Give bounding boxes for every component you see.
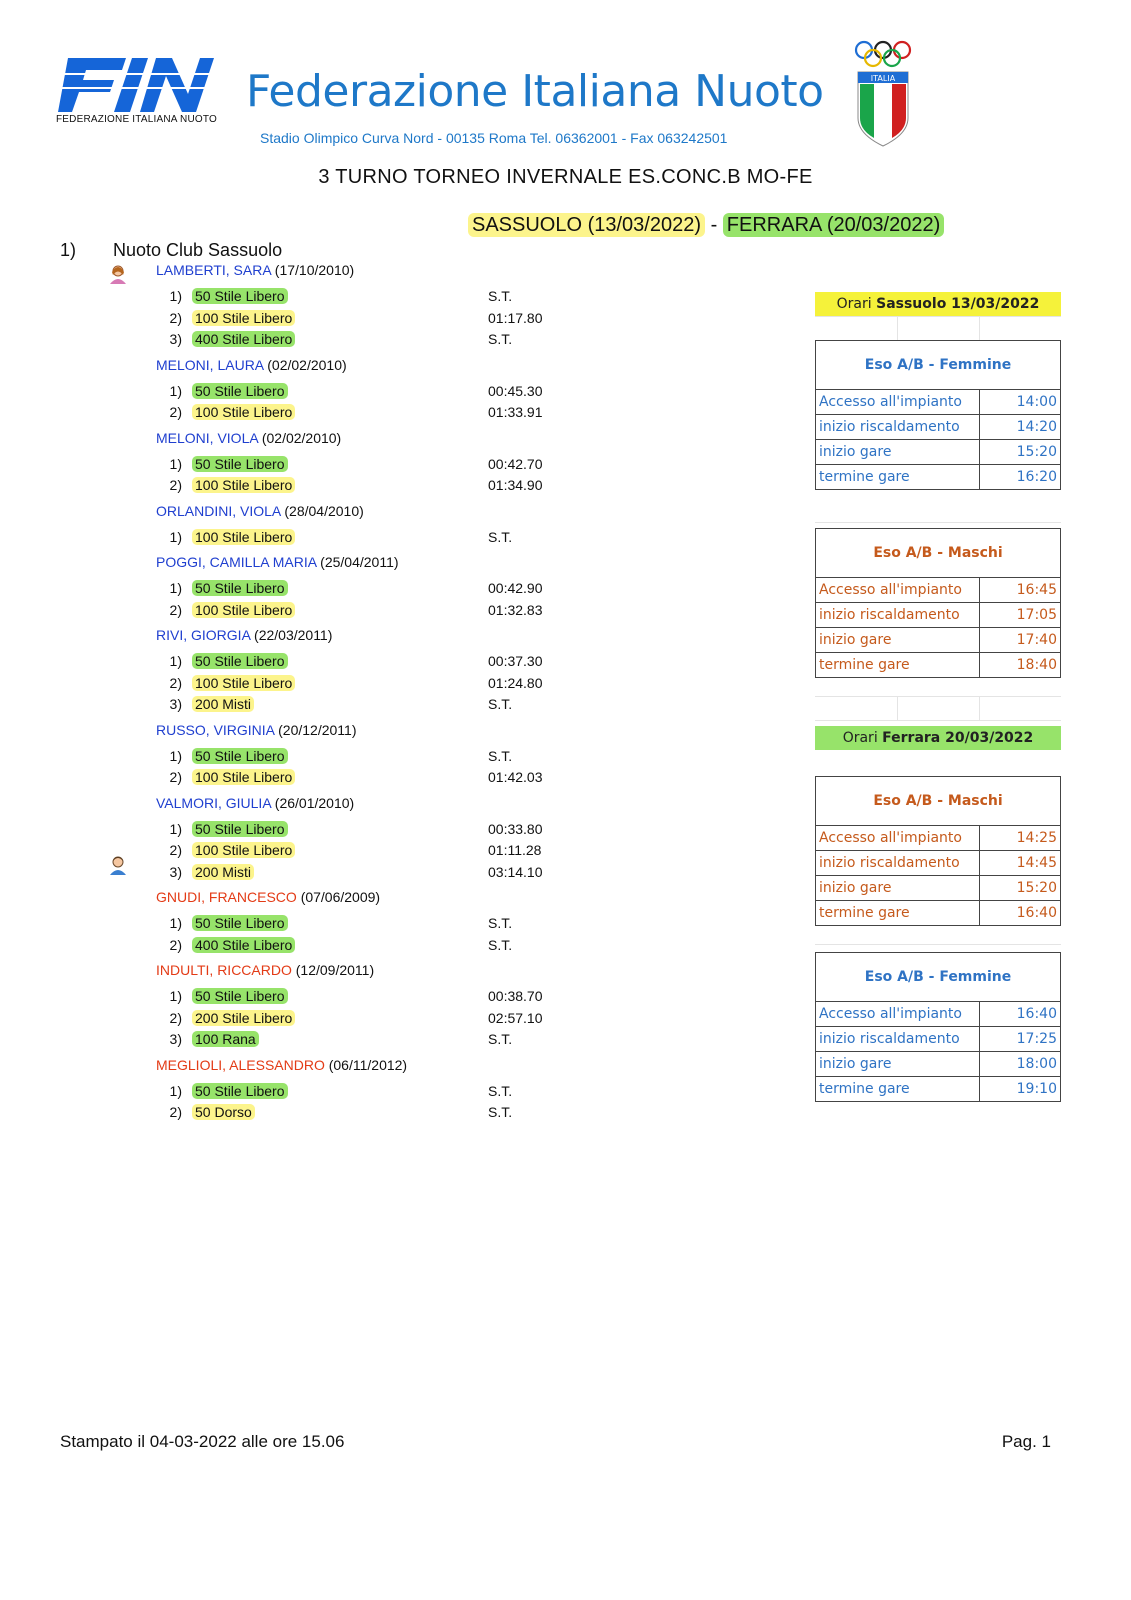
event-time: S.T. — [488, 331, 513, 347]
event-time: S.T. — [488, 936, 513, 953]
athlete-name: POGGI, CAMILLA MARIA — [156, 554, 317, 570]
event-label-cell — [192, 288, 288, 304]
event-label: 100 Stile Libero — [192, 477, 295, 493]
sassuolo-maschi-title: Eso A/B - Maschi — [816, 529, 1060, 578]
schedule-time: 17:05 — [1016, 607, 1057, 623]
schedule-time: 14:00 — [1016, 394, 1057, 410]
athlete-birthdate: (02/02/2010) — [261, 429, 342, 446]
event-label-cell — [192, 1010, 295, 1026]
athlete-name-row — [156, 722, 357, 738]
event-label-cell — [192, 864, 254, 880]
event-number: 3) — [169, 863, 182, 880]
event-number: 2) — [169, 601, 182, 618]
event-number: 2) — [169, 1104, 182, 1120]
event-label: 50 Stile Libero — [192, 988, 288, 1004]
ferrara-maschi-title: Eso A/B - Maschi — [816, 777, 1060, 826]
athlete-name: RIVI, GIORGIA — [156, 627, 251, 643]
coni-italia-emblem — [852, 38, 914, 148]
athlete-birthdate: (06/11/2012) — [328, 1056, 408, 1073]
event-label-cell — [192, 383, 288, 399]
athlete-name-row — [156, 795, 354, 811]
event-number: 2) — [169, 309, 182, 326]
schedule-row — [816, 652, 1060, 677]
event-label: 400 Stile Libero — [192, 937, 295, 953]
ferrara-femmine-title: Eso A/B - Femmine — [816, 953, 1060, 1002]
event-label: 50 Stile Libero — [192, 653, 288, 669]
schedule-time: 16:20 — [1016, 469, 1057, 485]
schedule-row — [816, 875, 1060, 900]
schedule-row — [816, 602, 1060, 627]
event-time: S.T. — [488, 528, 513, 545]
event-time: 01:42.03 — [488, 769, 543, 785]
event-number: 1) — [169, 653, 182, 669]
athlete-birthdate: (07/06/2009) — [300, 889, 381, 905]
event-time: 01:11.28 — [488, 842, 542, 858]
event-label: 200 Misti — [192, 696, 254, 712]
event-time: S.T. — [488, 747, 513, 764]
schedule-label: termine gare — [816, 901, 980, 925]
schedule-time: 18:00 — [1016, 1056, 1057, 1072]
event-label-cell — [192, 1083, 288, 1099]
schedule-time: 19:10 — [1016, 1081, 1057, 1097]
event-time: 02:57.10 — [488, 1009, 543, 1026]
schedule-row — [816, 627, 1060, 652]
schedule-label: inizio riscaldamento — [816, 415, 980, 439]
event-label-cell — [192, 748, 288, 764]
event-time: S.T. — [488, 696, 513, 712]
schedule-time: 14:45 — [1016, 855, 1057, 871]
event-label-cell — [192, 310, 295, 326]
event-label: 100 Stile Libero — [192, 675, 295, 691]
athlete-name-row — [156, 357, 347, 373]
schedule-time: 16:45 — [1016, 582, 1057, 598]
event-number: 1) — [169, 747, 182, 764]
event-label: 100 Stile Libero — [192, 769, 295, 785]
event-label-cell — [192, 477, 295, 493]
club-number: 1) — [60, 240, 77, 260]
event-label-cell — [192, 1104, 255, 1120]
event-time: S.T. — [488, 1082, 513, 1099]
event-number: 1) — [169, 1082, 182, 1099]
schedule-time: 17:40 — [1016, 632, 1057, 648]
event-label-cell — [192, 404, 295, 420]
athlete-name: LAMBERTI, SARA — [156, 262, 271, 278]
athlete-birthdate: (28/04/2010) — [284, 502, 364, 519]
schedule-label: Accesso all'impianto — [816, 1002, 980, 1026]
event-label: 50 Dorso — [192, 1104, 255, 1120]
schedule-row — [816, 1051, 1060, 1076]
org-address: Stadio Olimpico Curva Nord - 00135 Roma Tel. 06362001 - Fax 063242501 — [260, 130, 728, 146]
event-label-cell — [192, 988, 288, 1004]
athlete-birthdate: (22/03/2011) — [254, 627, 333, 643]
schedule-row — [816, 439, 1060, 464]
event-label-cell — [192, 529, 295, 545]
female-athlete-icon — [108, 264, 128, 284]
event-number: 1) — [169, 988, 182, 1004]
event-time: 00:33.80 — [488, 820, 543, 837]
schedule-time: 17:25 — [1016, 1031, 1057, 1047]
schedule-time: 15:20 — [1016, 444, 1057, 460]
coni-label: ITALIA — [870, 74, 896, 83]
event-label: 100 Stile Libero — [192, 310, 295, 326]
schedule-label: termine gare — [816, 653, 980, 677]
schedule-row — [816, 850, 1060, 875]
event-time: S.T. — [488, 915, 513, 931]
schedule-row — [816, 1076, 1060, 1101]
event-label-cell — [192, 653, 288, 669]
event-label: 100 Rana — [192, 1031, 259, 1047]
schedule-label: Accesso all'impianto — [816, 390, 980, 414]
event-time: S.T. — [488, 1031, 513, 1047]
event-number: 3) — [169, 1031, 182, 1047]
print-timestamp: Stampato il 04-03-2022 alle ore 15.06 — [60, 1432, 345, 1451]
ferrara-schedule-header: Orari Ferrara 20/03/2022 — [815, 726, 1061, 750]
schedule-time: 16:40 — [1016, 905, 1057, 921]
event-number: 2) — [169, 769, 182, 785]
event-label: 50 Stile Libero — [192, 288, 288, 304]
sassuolo-maschi-box — [815, 528, 1061, 678]
event-time: 01:17.80 — [488, 309, 543, 326]
event-number: 2) — [169, 674, 182, 691]
event-label: 100 Stile Libero — [192, 842, 295, 858]
sassuolo-femmine-title: Eso A/B - Femmine — [816, 341, 1060, 390]
date-separator: - — [705, 214, 723, 236]
schedule-row — [816, 900, 1060, 925]
event-label: 50 Stile Libero — [192, 748, 288, 764]
event-time: 00:45.30 — [488, 382, 543, 399]
event-label: 200 Misti — [192, 864, 254, 880]
event-time: 01:32.83 — [488, 601, 543, 618]
event-number: 1) — [169, 288, 182, 304]
schedule-row — [816, 578, 1060, 602]
event-time: 00:37.30 — [488, 653, 543, 669]
event-number: 2) — [169, 477, 182, 493]
event-label-cell — [192, 696, 254, 712]
event-number: 1) — [169, 528, 182, 545]
event-label-cell — [192, 602, 295, 618]
athlete-name: MEGLIOLI, ALESSANDRO — [156, 1056, 325, 1073]
event-number: 2) — [169, 1009, 182, 1026]
event-label: 100 Stile Libero — [192, 529, 295, 545]
event-label-cell — [192, 331, 295, 347]
schedule-time: 14:25 — [1016, 830, 1057, 846]
schedule-row — [816, 1002, 1060, 1026]
schedule-label: inizio riscaldamento — [816, 603, 980, 627]
document-title: 3 TURNO TORNEO INVERNALE ES.CONC.B MO-FE — [318, 166, 813, 188]
event-time: 01:34.90 — [488, 477, 543, 493]
event-time: 00:42.90 — [488, 580, 543, 596]
event-time: 01:33.91 — [488, 404, 543, 420]
schedule-label: inizio riscaldamento — [816, 851, 980, 875]
event-label: 50 Stile Libero — [192, 456, 288, 472]
schedule-label: inizio gare — [816, 440, 980, 464]
athlete-name: VALMORI, GIULIA — [156, 794, 271, 811]
athlete-birthdate: (26/01/2010) — [274, 794, 355, 811]
athlete-name-row — [156, 1057, 407, 1073]
event-label-cell — [192, 1031, 259, 1047]
athlete-name: RUSSO, VIRGINIA — [156, 721, 275, 738]
org-name: Federazione Italiana Nuoto — [246, 66, 824, 117]
schedule-row — [816, 390, 1060, 414]
event-number: 2) — [169, 404, 182, 420]
athlete-name-row — [156, 262, 354, 278]
schedule-row — [816, 414, 1060, 439]
event-label-cell — [192, 821, 288, 837]
date-ferrara: FERRARA (20/03/2022) — [723, 213, 944, 237]
event-label: 50 Stile Libero — [192, 915, 288, 931]
athlete-birthdate: (17/10/2010) — [274, 262, 355, 278]
athlete-name-row — [156, 889, 380, 905]
logo-subtitle: FEDERAZIONE ITALIANA NUOTO — [56, 114, 217, 125]
schedule-time: 15:20 — [1016, 880, 1057, 896]
athlete-name: MELONI, VIOLA — [156, 429, 258, 446]
athlete-name: MELONI, LAURA — [156, 356, 264, 373]
event-label: 50 Stile Libero — [192, 1083, 288, 1099]
schedule-label: inizio gare — [816, 876, 980, 900]
athlete-name-row — [156, 627, 332, 643]
athlete-name-row — [156, 554, 399, 570]
male-athlete-icon — [108, 855, 128, 875]
event-time: 00:38.70 — [488, 988, 543, 1004]
schedule-label: inizio gare — [816, 1052, 980, 1076]
ferrara-femmine-box — [815, 952, 1061, 1102]
event-number: 3) — [169, 331, 182, 347]
schedule-row — [816, 826, 1060, 850]
event-label: 50 Stile Libero — [192, 383, 288, 399]
event-time: 01:24.80 — [488, 674, 543, 691]
event-number: 3) — [169, 696, 182, 712]
event-number: 2) — [169, 936, 182, 953]
athlete-name: GNUDI, FRANCESCO — [156, 889, 297, 905]
event-number: 1) — [169, 580, 182, 596]
athlete-birthdate: (20/12/2011) — [278, 721, 357, 738]
schedule-time: 18:40 — [1016, 657, 1057, 673]
event-time: 03:14.10 — [488, 863, 543, 880]
athlete-name-row — [156, 503, 364, 519]
page-number: Pag. 1 — [1001, 1432, 1051, 1451]
athlete-name-row — [156, 962, 374, 978]
event-label: 50 Stile Libero — [192, 821, 288, 837]
schedule-time: 16:40 — [1016, 1006, 1057, 1022]
event-label: 100 Stile Libero — [192, 404, 295, 420]
club-name: Nuoto Club Sassuolo — [113, 240, 283, 260]
schedule-row — [816, 1026, 1060, 1051]
ferrara-maschi-box — [815, 776, 1061, 926]
event-number: 1) — [169, 915, 182, 931]
schedule-label: inizio riscaldamento — [816, 1027, 980, 1051]
event-number: 1) — [169, 455, 182, 472]
event-label: 200 Stile Libero — [192, 1010, 295, 1026]
athlete-birthdate: (12/09/2011) — [295, 962, 375, 978]
event-label-cell — [192, 937, 295, 953]
event-label: 100 Stile Libero — [192, 602, 295, 618]
schedule-time: 14:20 — [1016, 419, 1057, 435]
event-label-cell — [192, 769, 295, 785]
athlete-birthdate: (25/04/2011) — [320, 554, 399, 570]
schedule-label: termine gare — [816, 465, 980, 489]
event-label-cell — [192, 456, 288, 472]
athlete-birthdate: (02/02/2010) — [267, 356, 347, 373]
athlete-name: INDULTI, RICCARDO — [156, 962, 292, 978]
event-label-cell — [192, 915, 288, 931]
event-time: S.T. — [488, 1104, 513, 1120]
sassuolo-femmine-box — [815, 340, 1061, 490]
schedule-label: termine gare — [816, 1077, 980, 1101]
event-time: 00:42.70 — [488, 455, 543, 472]
event-label-cell — [192, 842, 295, 858]
schedule-row — [816, 464, 1060, 489]
event-number: 1) — [169, 382, 182, 399]
event-dates — [468, 214, 944, 237]
schedule-label: Accesso all'impianto — [816, 826, 980, 850]
date-sassuolo: SASSUOLO (13/03/2022) — [468, 213, 705, 237]
schedule-label: Accesso all'impianto — [816, 578, 980, 602]
schedule-label: inizio gare — [816, 628, 980, 652]
event-label: 400 Stile Libero — [192, 331, 295, 347]
athlete-name-row — [156, 430, 341, 446]
event-time: S.T. — [488, 288, 513, 304]
sassuolo-schedule-header: Orari Sassuolo 13/03/2022 — [815, 292, 1061, 316]
event-label: 50 Stile Libero — [192, 580, 288, 596]
event-label-cell — [192, 580, 288, 596]
event-number: 1) — [169, 820, 182, 837]
event-number: 2) — [169, 842, 182, 858]
event-label-cell — [192, 675, 295, 691]
athlete-name: ORLANDINI, VIOLA — [156, 502, 281, 519]
